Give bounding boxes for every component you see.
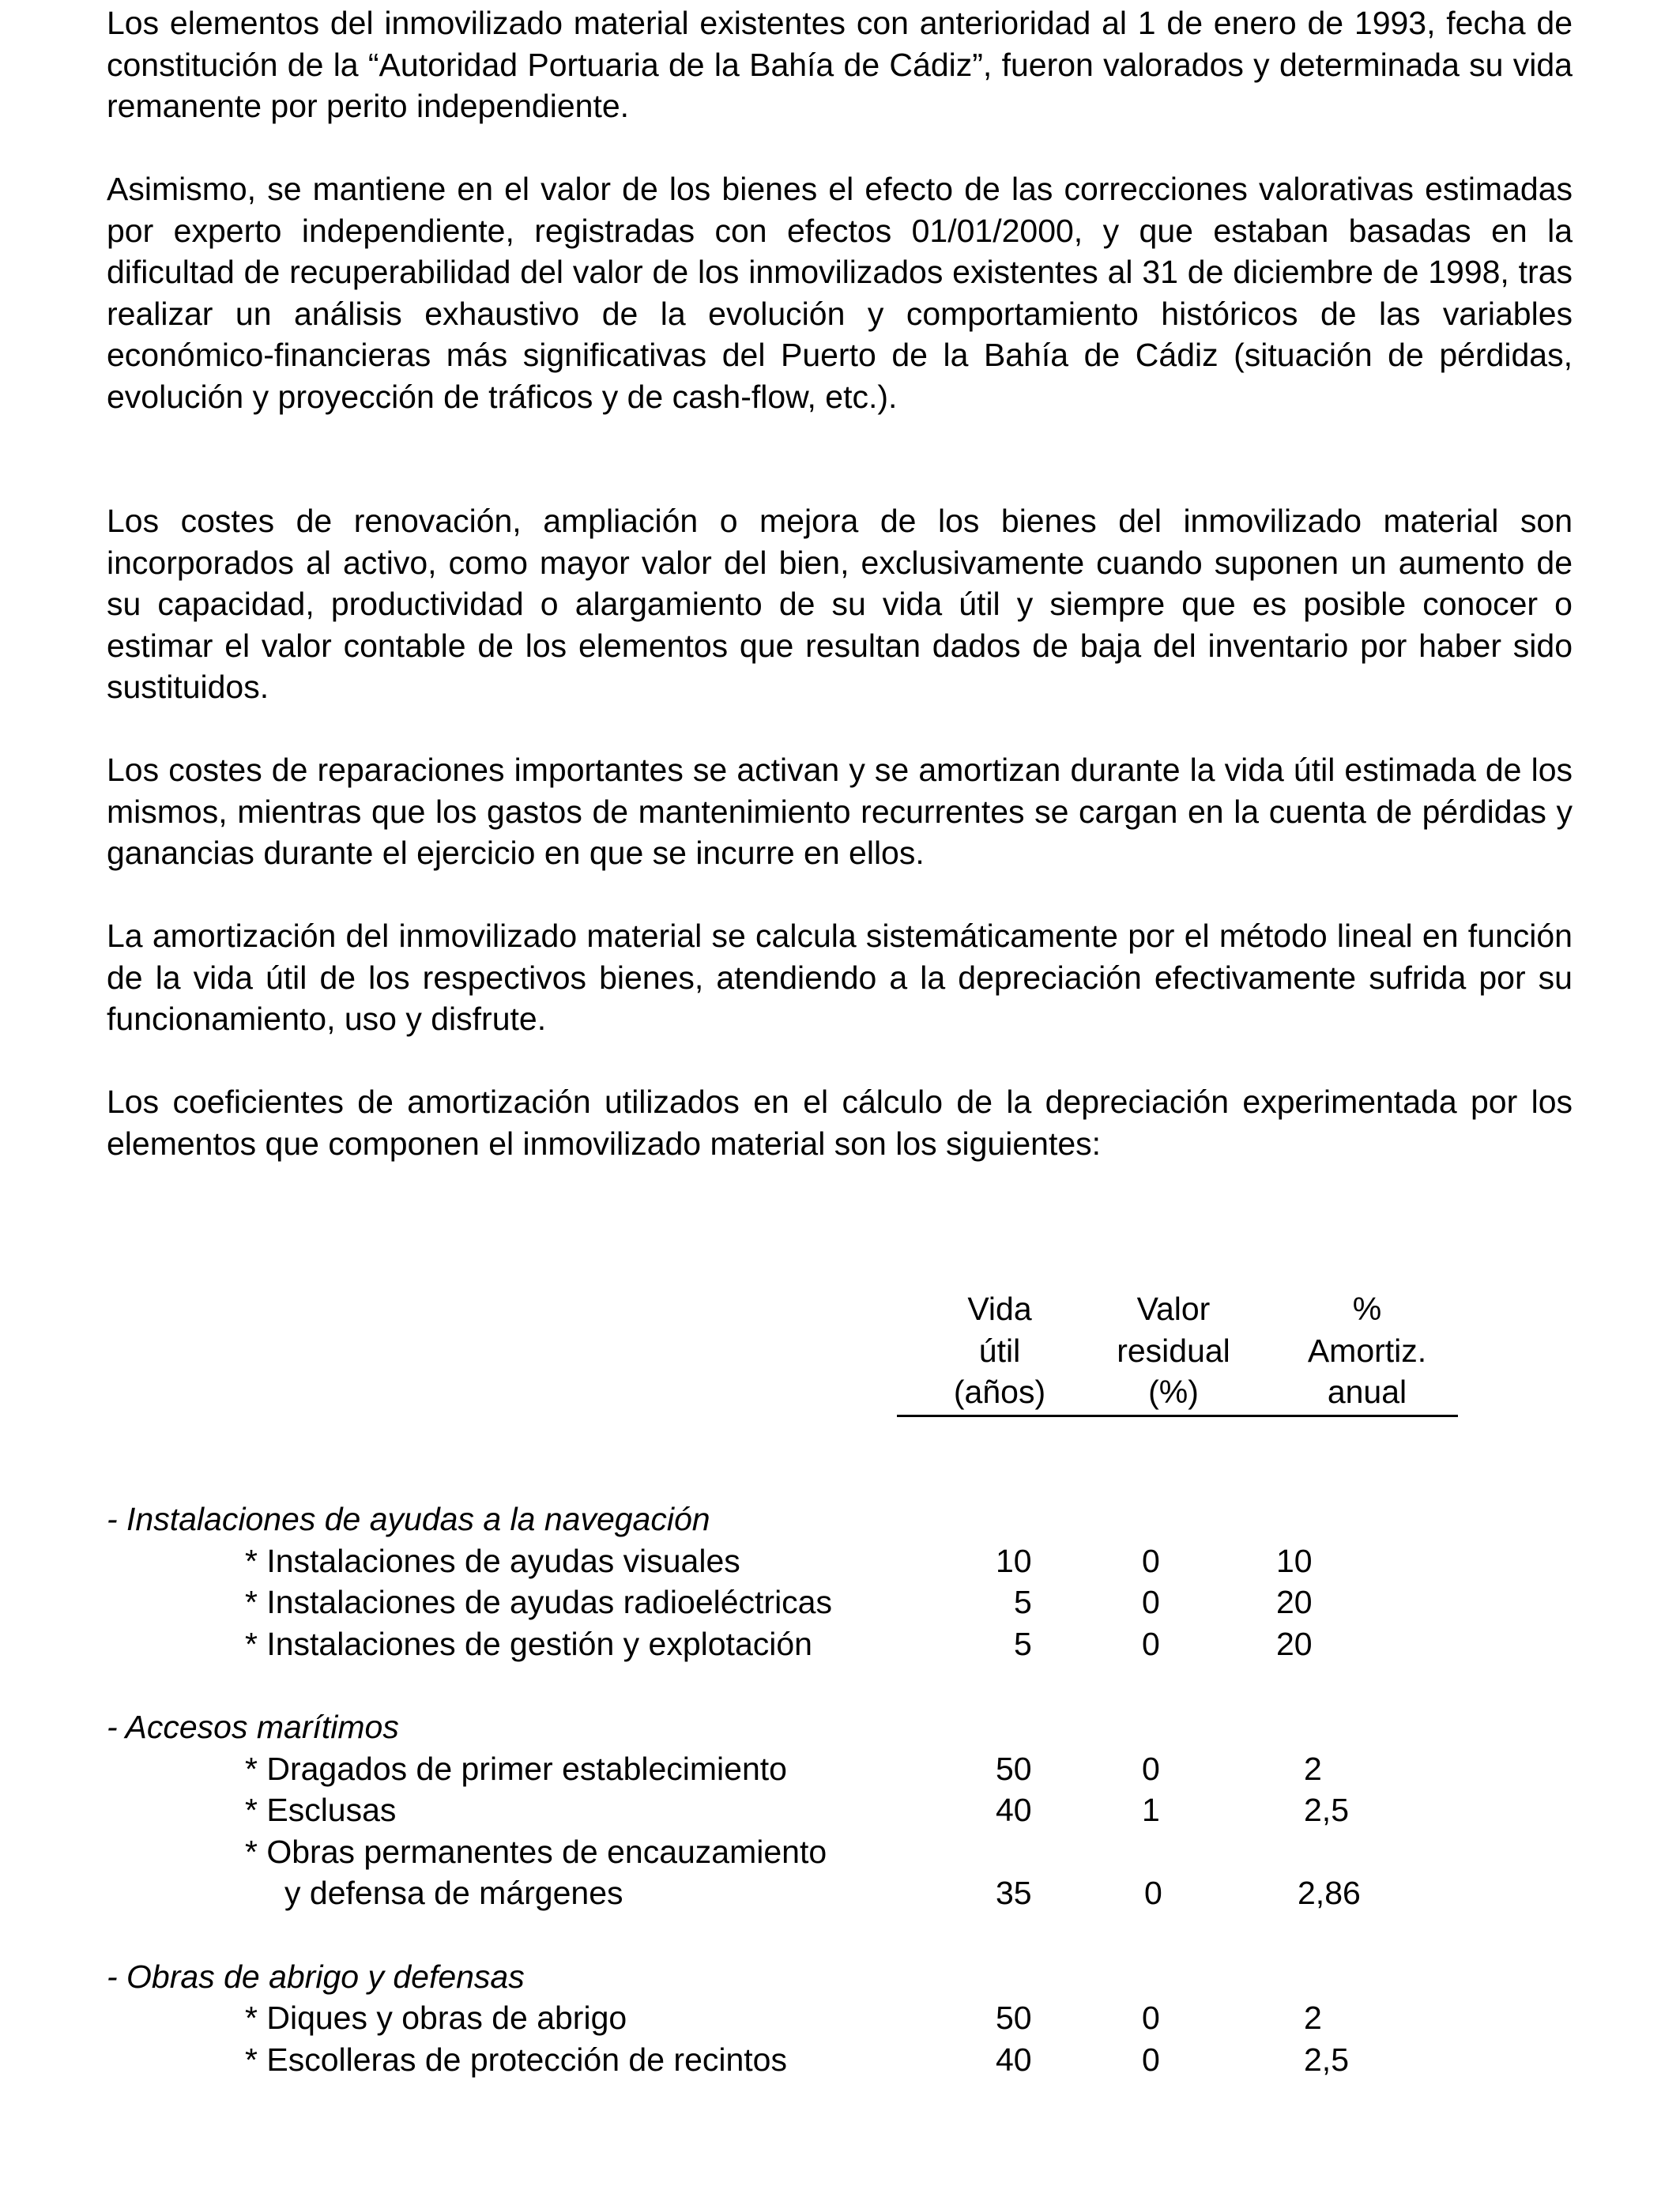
cell-valor: 1 [1142, 1792, 1160, 1828]
cell-valor: 0 [1144, 1875, 1162, 1911]
row-label: * Instalaciones de ayudas radioeléctricas [245, 1584, 832, 1620]
row-label: * Obras permanentes de encauzamiento [245, 1834, 827, 1870]
header-vida-util [929, 1288, 1071, 1413]
cell-vida: 50 [996, 2000, 1032, 2036]
paragraph-5: La amortización del inmovilizado material se calcula sistemáticamente por el método lineal en función de la vida útil de los respectivos bienes, atendiendo a la depreciación efectivamente sufrida por su funcionamiento, uso y disfrute. [107, 918, 1573, 1037]
cell-vida: 5 [1014, 1584, 1032, 1620]
cell-vida: 35 [996, 1875, 1032, 1911]
cell-valor: 0 [1142, 1751, 1160, 1787]
cell-valor: 0 [1142, 2000, 1160, 2036]
cell-vida: 40 [996, 1792, 1032, 1828]
row-label-continuation: y defensa de márgenes [284, 1875, 623, 1911]
cell-amort: 20 [1276, 1584, 1313, 1620]
header-valor-line3: (%) [1148, 1374, 1199, 1410]
header-valor-line2: residual [1117, 1332, 1230, 1369]
group-title-ayudas-navegacion: - Instalaciones de ayudas a la navegación [107, 1501, 710, 1537]
group-title-accesos-maritimos: - Accesos marítimos [107, 1709, 399, 1745]
row-label: * Instalaciones de ayudas visuales [245, 1543, 740, 1579]
row-label: * Dragados de primer establecimiento [245, 1751, 787, 1787]
cell-amort: 10 [1276, 1543, 1313, 1579]
paragraph-4: Los costes de reparaciones importantes se activan y se amortizan durante la vida útil estimada de los mismos, mientras que los gastos de mantenimiento recurrentes se cargan en la cuenta de pérdidas y ganancias durante el ejercicio en que se incurre en ellos. [107, 752, 1573, 871]
cell-amort: 2 [1304, 1751, 1322, 1787]
header-vida-line1: Vida [967, 1291, 1032, 1327]
paragraph-1: Los elementos del inmovilizado material existentes con anterioridad al 1 de enero de 1993, fecha de constitución de la “Autoridad Portuaria de la Bahía de Cádiz”, fueron valorados y determinada su vida remanente por perito independiente. [107, 5, 1573, 124]
row-label: * Escolleras de protección de recintos [245, 2041, 787, 2078]
cell-vida: 50 [996, 1751, 1032, 1787]
cell-valor: 0 [1142, 2041, 1160, 2078]
cell-amort: 2,5 [1304, 2041, 1349, 2078]
header-vida-line2: útil [978, 1332, 1021, 1369]
header-valor-line1: Valor [1136, 1291, 1211, 1327]
header-amortizacion-anual [1292, 1288, 1442, 1413]
paragraph-6: Los coeficientes de amortización utilizados en el cálculo de la depreciación experimentada por los elementos que componen el inmovilizado material son los siguientes: [107, 1084, 1573, 1162]
cell-amort: 2,5 [1304, 1792, 1349, 1828]
cell-valor: 0 [1142, 1626, 1160, 1662]
header-valor-residual [1102, 1288, 1245, 1413]
header-amort-line3: anual [1327, 1374, 1407, 1410]
row-label: * Instalaciones de gestión y explotación [245, 1626, 812, 1662]
group-title-obras-abrigo: - Obras de abrigo y defensas [107, 1958, 525, 1995]
paragraph-3: Los costes de renovación, ampliación o mejora de los bienes del inmovilizado material son incorporados al activo, como mayor valor del bien, exclusivamente cuando suponen un aumento de su capacidad, productividad o alargamiento de su vida útil y siempre que es posible conocer o estimar el valor contable de los elementos que resultan dados de baja del inventario por haber sido sustituidos. [107, 503, 1573, 705]
cell-amort: 2 [1304, 2000, 1322, 2036]
cell-vida: 10 [996, 1543, 1032, 1579]
cell-vida: 40 [996, 2041, 1032, 2078]
row-label: * Esclusas [245, 1792, 397, 1828]
cell-valor: 0 [1142, 1543, 1160, 1579]
header-vida-line3: (años) [953, 1374, 1046, 1410]
cell-vida: 5 [1014, 1626, 1032, 1662]
header-amort-line2: Amortiz. [1307, 1332, 1427, 1369]
cell-amort: 20 [1276, 1626, 1313, 1662]
row-label: * Diques y obras de abrigo [245, 2000, 627, 2036]
paragraph-2: Asimismo, se mantiene en el valor de los bienes el efecto de las correcciones valorativas estimadas por experto independiente, registradas con efectos 01/01/2000, y que estaban basadas en la dificultad de recuperabilidad del valor de los inmovilizados existentes al 31 de diciembre de 1998, tras realizar un análisis exhaustivo de la evolución y comportamiento históricos de las variables económico-financieras más significativas del Puerto de la Bahía de Cádiz (situación de pérdidas, evolución y proyección de tráficos y de cash-flow, etc.). [107, 171, 1573, 415]
header-amort-line1: % [1352, 1291, 1382, 1327]
header-underline [897, 1415, 1458, 1417]
cell-amort: 2,86 [1298, 1875, 1361, 1911]
cell-valor: 0 [1142, 1584, 1160, 1620]
